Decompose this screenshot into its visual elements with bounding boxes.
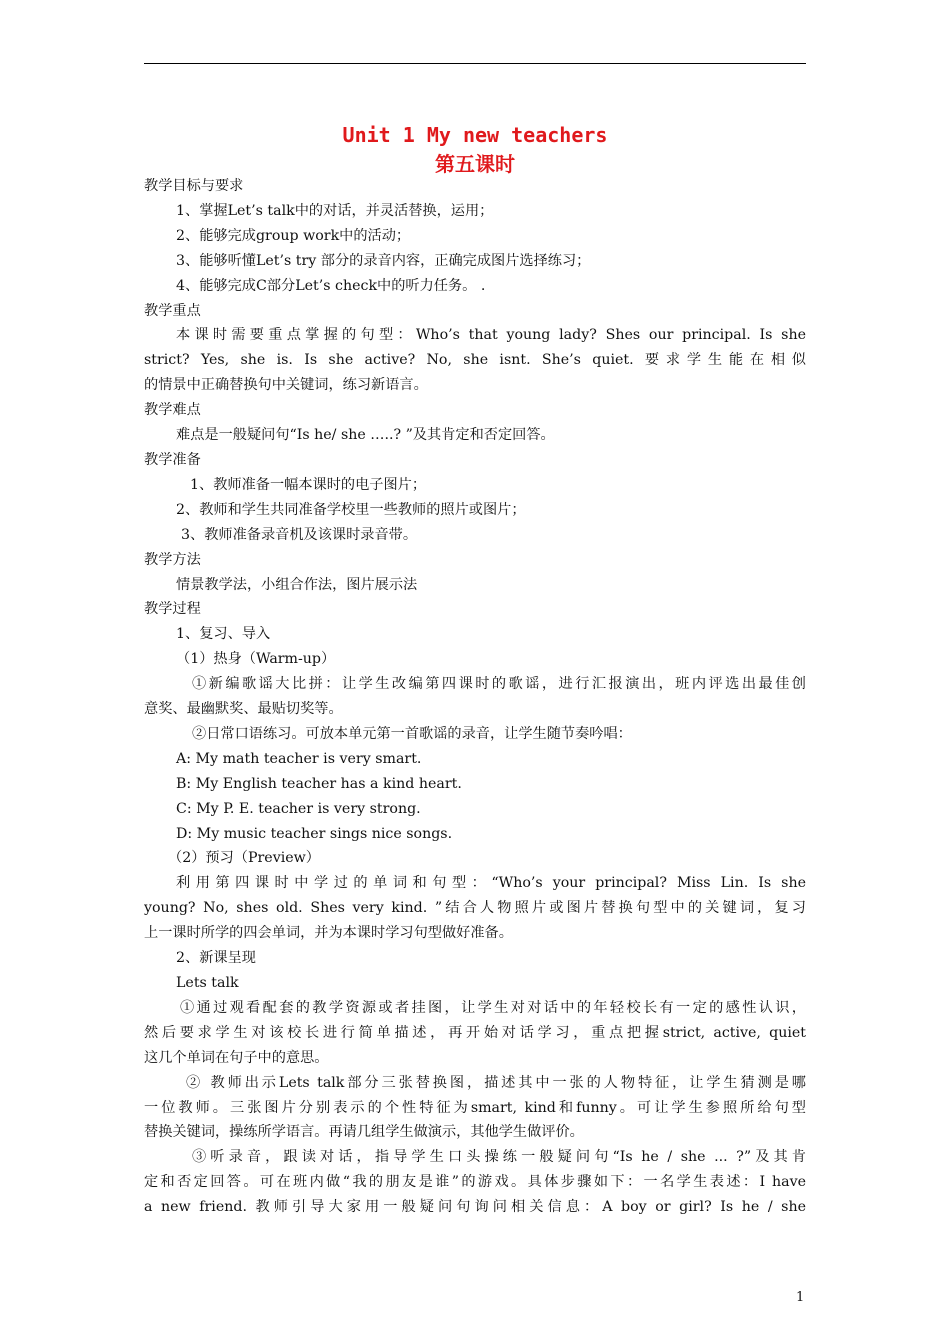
text-line: 意奖、最幽默奖、最贴切奖等。 xyxy=(144,701,343,718)
text-line: 难点是一般疑问句“Is he/ she …..? ”及其肯定和否定回答。 xyxy=(176,427,555,444)
text-line: C: My P. E. teacher is very strong. xyxy=(176,800,421,817)
document-body xyxy=(144,174,806,1220)
text-line: 1、教师准备一幅本课时的电子图片； xyxy=(190,476,427,493)
text-line: 一位教师。三张图片分别表示的个性特征为smart, kind和funny。可让学生参照所给句型 xyxy=(144,1099,806,1116)
text-line: 教学难点 xyxy=(144,402,201,419)
text-line: 的情景中正确替换句中关键词，练习新语言。 xyxy=(144,377,428,394)
text-line: 3、教师准备录音机及该课时录音带。 xyxy=(181,526,418,543)
text-line: 教学方法 xyxy=(144,551,201,568)
text-line: 本课时需要重点掌握的句型：Who’s that young lady? Shes our principal. Is she xyxy=(176,327,806,344)
text-line: 利用第四课时中学过的单词和句型：“Who’s your principal? Miss Lin. Is she xyxy=(176,875,806,892)
text-line: 定和否定回答。可在班内做“我的朋友是谁”的游戏。具体步骤如下：一名学生表述：I have xyxy=(144,1174,806,1191)
text-line: strict? Yes, she is. Is she active? No, she isnt. She’s quiet. 要求学生能在相似 xyxy=(144,352,806,369)
text-line: ①通过观看配套的教学资源或者挂图，让学生对对话中的年轻校长有一定的感性认识， xyxy=(180,999,806,1016)
text-line: ①新编歌谣大比拼：让学生改编第四课时的歌谣，进行汇报演出，班内评选出最佳创 xyxy=(192,676,806,693)
text-line: 教学重点 xyxy=(144,302,201,319)
text-line: ③听录音，跟读对话，指导学生口头操练一般疑问句“Is he / she ... ?”及其肯 xyxy=(192,1149,806,1166)
page-title: Unit 1 My new teachers xyxy=(342,123,608,147)
text-line: young? No, shes old. Shes very kind. ”结合人物照片或图片替换句型中的关键词，复习 xyxy=(144,900,806,917)
text-line: Lets talk xyxy=(176,975,239,991)
text-line: a new friend. 教师引导大家用一般疑问句询问相关信息：A boy or girl? Is he / she xyxy=(144,1199,806,1216)
text-line: 2、新课呈现 xyxy=(176,950,256,967)
text-line: ② 教师出示Lets talk部分三张替换图，描述其中一张的人物特征，让学生猜测是哪 xyxy=(186,1074,806,1091)
text-line: 3、能够听懂Let’s try 部分的录音内容，正确完成图片选择练习； xyxy=(176,252,591,269)
text-line: 1、掌握Let’s talk中的对话，并灵活替换，运用； xyxy=(176,202,494,219)
text-line: B: My English teacher has a kind heart. xyxy=(176,775,462,792)
header-rule xyxy=(144,63,806,64)
text-line: 然后要求学生对该校长进行简单描述，再开始对话学习，重点把握strict, active, quiet xyxy=(144,1024,806,1041)
text-line: 教学过程 xyxy=(144,601,201,618)
text-line: 教学准备 xyxy=(144,451,201,468)
text-line: 上一课时所学的四会单词，并为本课时学习句型做好准备。 xyxy=(144,925,513,942)
text-line: 4、能够完成C部分Let’s check中的听力任务。 . xyxy=(176,277,486,294)
text-line: （1）热身（Warm-up） xyxy=(176,651,336,668)
text-line: 1、复习、导入 xyxy=(176,626,271,643)
text-line: 情景教学法，小组合作法，图片展示法 xyxy=(176,576,418,593)
page-subtitle: 第五课时 xyxy=(435,152,515,176)
text-line: 替换关键词，操练所学语言。再请几组学生做演示，其他学生做评价。 xyxy=(144,1124,584,1141)
text-line: 这几个单词在句子中的意思。 xyxy=(144,1049,329,1066)
text-line: 教学目标与要求 xyxy=(144,178,244,194)
text-line: （2）预习（Preview） xyxy=(168,850,320,867)
text-line: D: My music teacher sings nice songs. xyxy=(176,825,453,842)
text-line: ②日常口语练习。可放本单元第一首歌谣的录音，让学生随节奏吟唱： xyxy=(192,725,632,742)
text-line: 2、能够完成group work中的活动； xyxy=(176,227,411,244)
page-number: 1 xyxy=(796,1290,805,1305)
text-line: A: My math teacher is very smart. xyxy=(176,750,422,767)
text-line: 2、教师和学生共同准备学校里一些教师的照片或图片； xyxy=(176,501,526,518)
